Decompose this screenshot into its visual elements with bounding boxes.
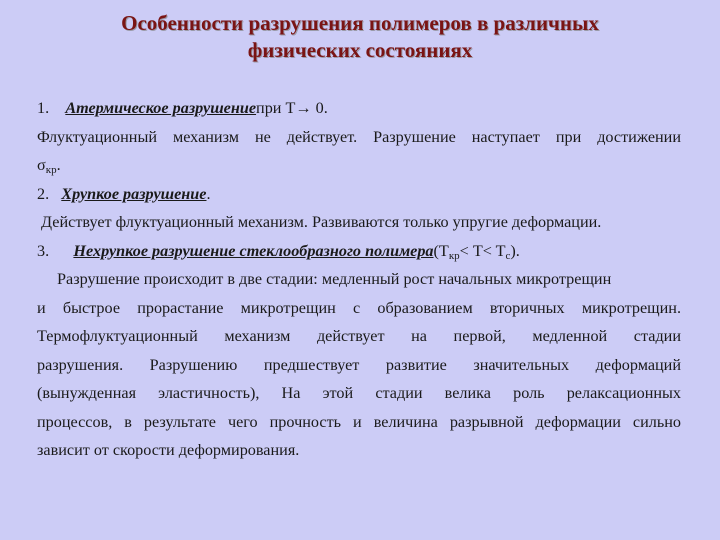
item-1-sigma-line bbox=[37, 151, 681, 180]
item-3-cond-mid: < T< T bbox=[459, 241, 506, 260]
slide-title bbox=[0, 10, 720, 64]
item-3-line-6: процессов, в результате чего прочность и величина разрывной деформации сильно bbox=[37, 412, 681, 431]
item-3-term: Нехрупкое разрушение стеклообразного полимера bbox=[73, 241, 434, 260]
item-3-heading bbox=[37, 237, 681, 266]
item-2-text: Действует флуктуационный механизм. Развиваются только упругие деформации. bbox=[41, 213, 602, 231]
sigma-symbol: σ bbox=[37, 156, 46, 174]
item-1-term: Атермическое разрушение bbox=[65, 99, 257, 117]
item-3-line-3: Термофлуктуационный механизм действует на первой, медленной стадии bbox=[37, 327, 681, 345]
item-3-line-4: разрушения. Разрушению предшествует развитие значительных деформаций bbox=[37, 355, 681, 374]
item-3-line-1: Разрушение происходит в две стадии: медленный рост начальных микротрещин bbox=[57, 270, 612, 288]
item-2-number: 2. bbox=[37, 184, 50, 203]
item-1-number: 1. bbox=[37, 99, 50, 117]
item-2-heading bbox=[37, 180, 681, 209]
title-line-1: Особенности разрушения полимеров в различных bbox=[121, 11, 599, 35]
item-1-text: Флуктуационный механизм не действует. Разрушение наступает при достижении bbox=[37, 127, 681, 146]
item-3-line-5: (вынужденная эластичность), На этой стадии велика роль релаксационных bbox=[37, 384, 681, 402]
title-line-2: физических состояниях bbox=[247, 38, 473, 62]
sigma-subscript: кр bbox=[45, 164, 57, 176]
item-3-cond-open: (T bbox=[433, 241, 449, 260]
item-3-cond-close: ). bbox=[510, 241, 520, 260]
item-3-number: 3. bbox=[37, 241, 50, 260]
slide-body bbox=[37, 94, 681, 465]
item-3-line-2: и быстрое прорастание микротрещин с образованием вторичных микротрещин. bbox=[37, 298, 681, 317]
item-3-cond-sub2: c bbox=[505, 249, 511, 262]
item-2-term: Хрупкое разрушение bbox=[61, 184, 207, 203]
item-3-cond-sub1: кр bbox=[448, 249, 460, 262]
item-3-line-7: зависит от скорости деформирования. bbox=[37, 441, 300, 459]
item-1-heading bbox=[37, 94, 681, 123]
item-1-end: . bbox=[56, 156, 61, 174]
item-1-condition: при T→ 0. bbox=[256, 99, 328, 117]
item-2-end: . bbox=[206, 184, 211, 203]
